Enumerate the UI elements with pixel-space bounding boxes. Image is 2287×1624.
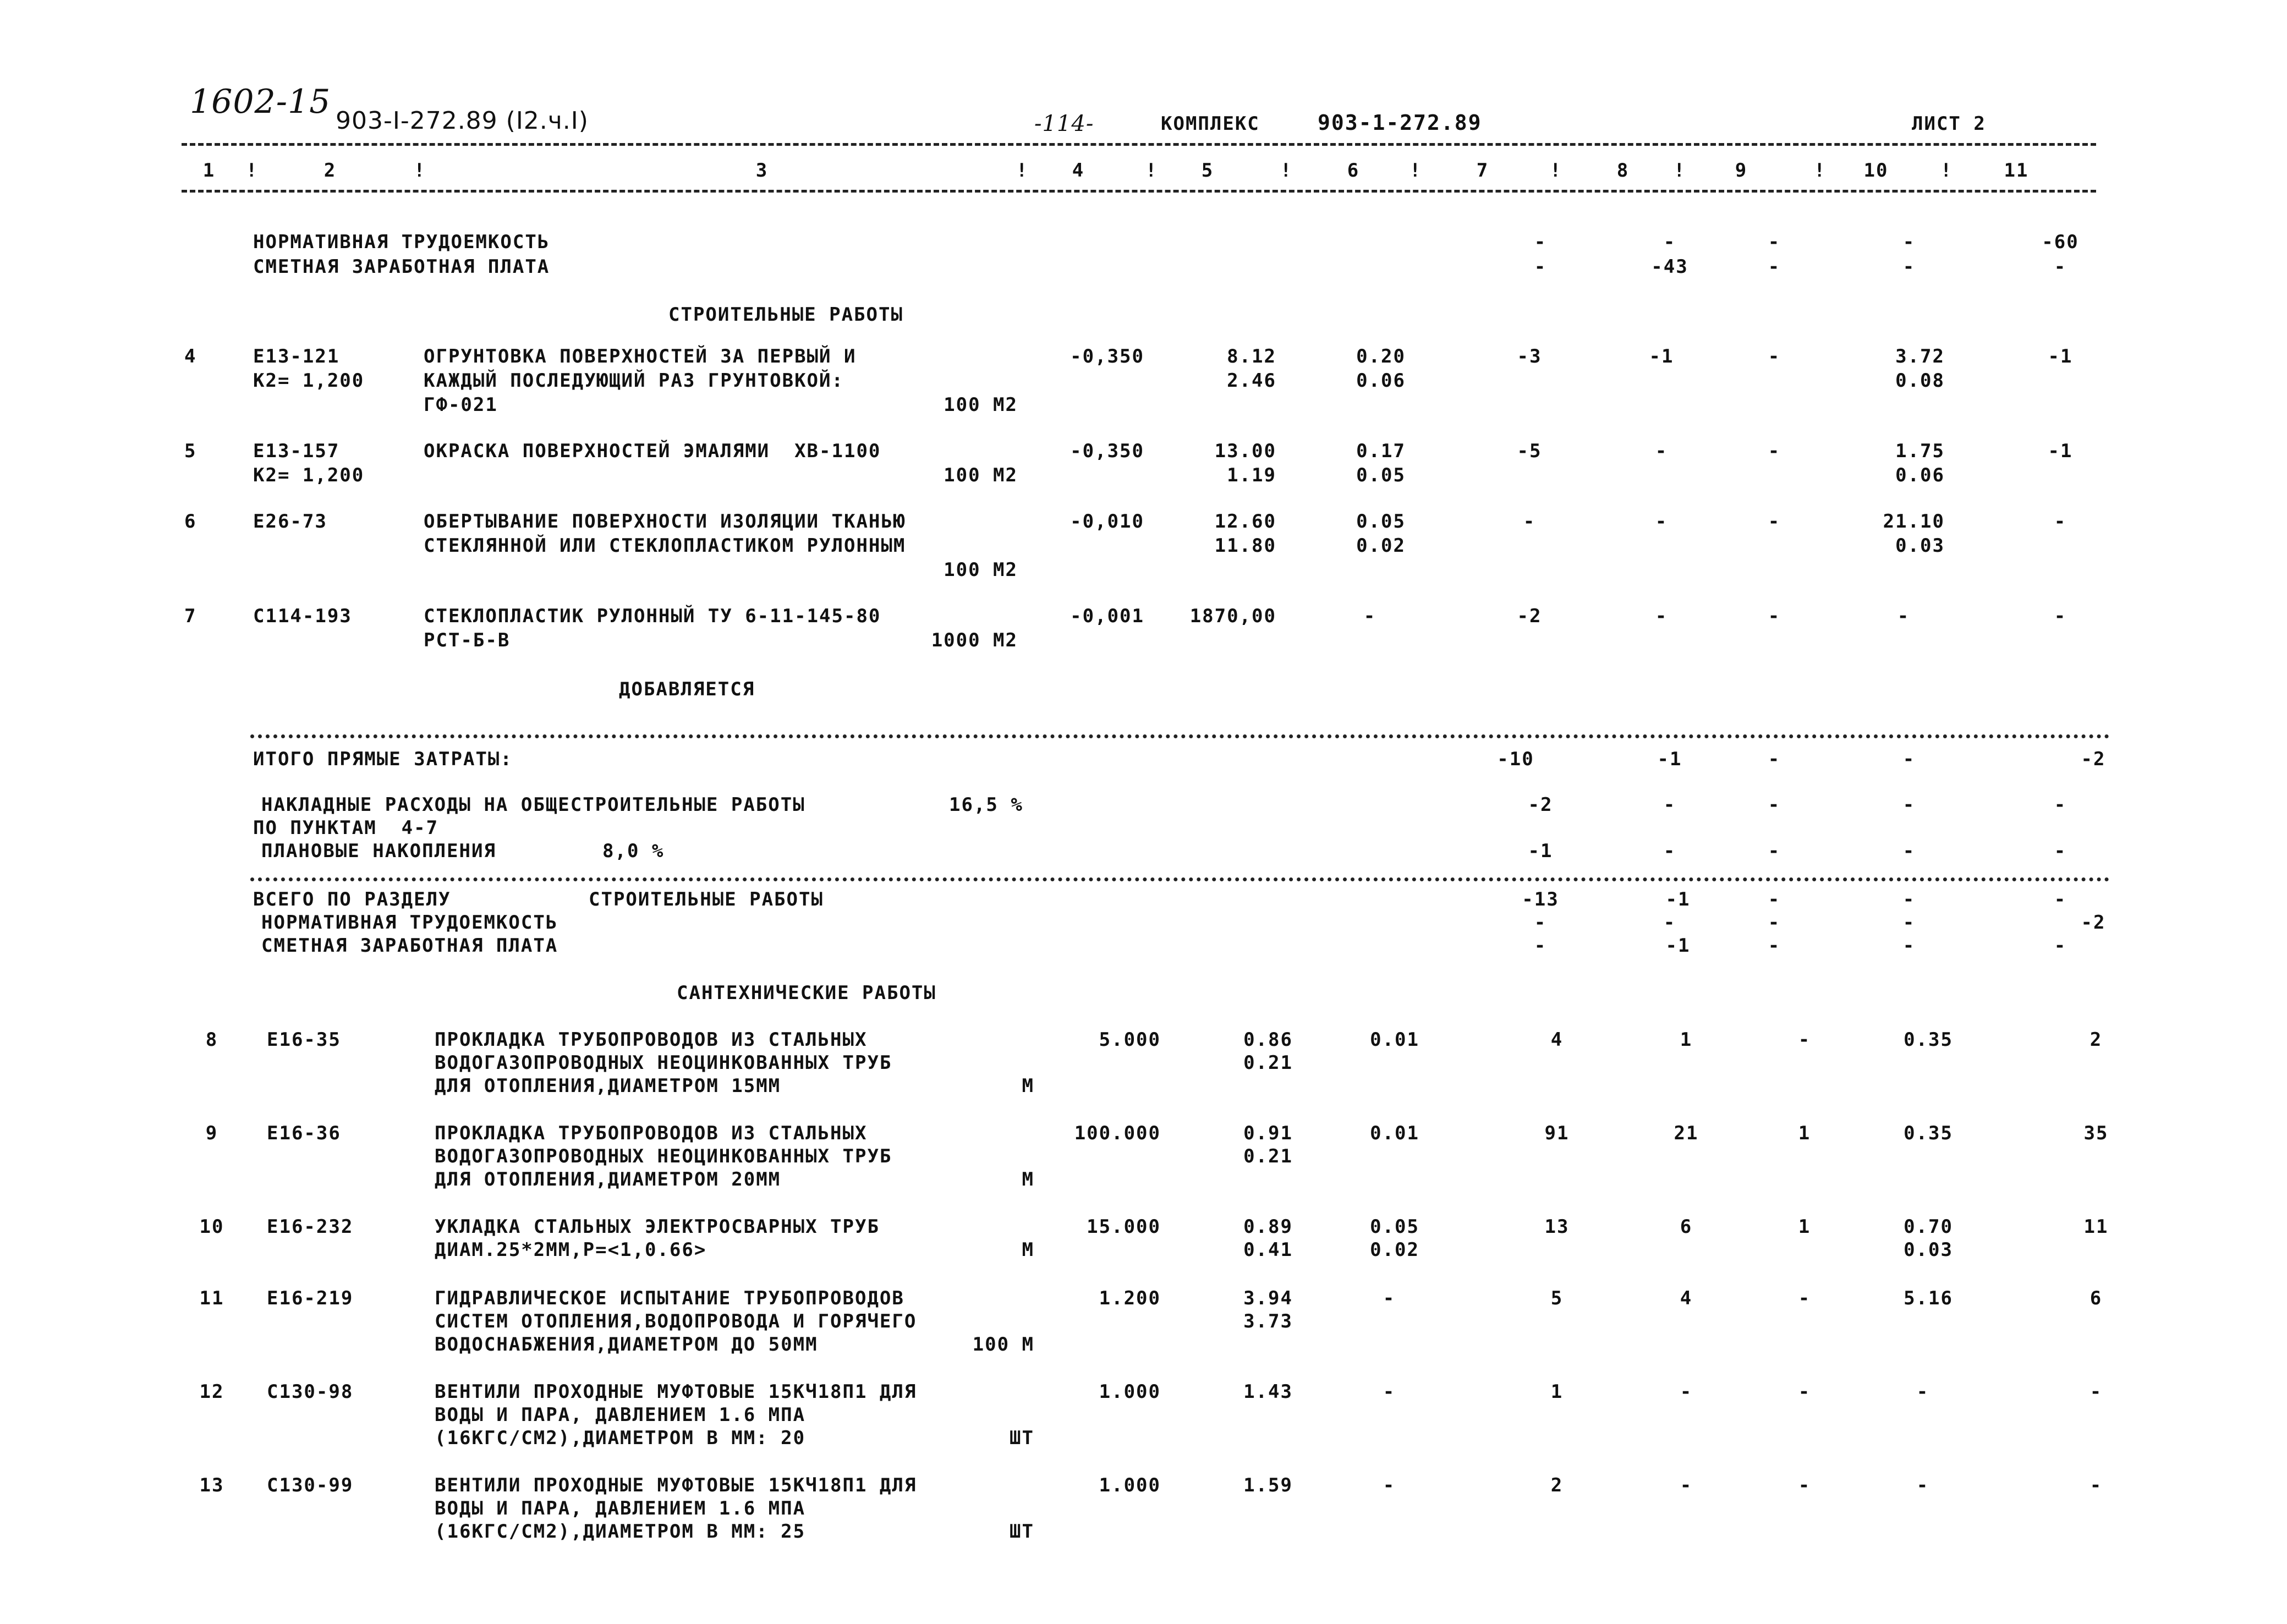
- row-description-line: ВОДОГАЗОПРОВОДНЫХ НЕОЦИНКОВАННЫХ ТРУБ: [435, 1052, 892, 1074]
- row-quantity: -0,350: [1070, 345, 1144, 367]
- row-col10: 0.35: [1904, 1122, 1953, 1144]
- row-quantity: 100.000: [1074, 1122, 1161, 1144]
- row-description-line: КАЖДЫЙ ПОСЛЕДУЮЩИЙ РАЗ ГРУНТОВКОЙ:: [424, 370, 844, 392]
- row-col11: 35: [2083, 1122, 2109, 1144]
- row-col7: -3: [1517, 345, 1542, 367]
- row-cost-wage: 0.41: [1243, 1239, 1293, 1261]
- row-description-line: ГФ-021: [424, 394, 498, 416]
- row-labor: 0.01: [1370, 1122, 1419, 1144]
- value-col-11: -: [2054, 840, 2067, 862]
- row-col11: -: [2089, 1474, 2103, 1496]
- labor-norm-label: НОРМАТИВНАЯ ТРУДОЕМКОСТЬ: [253, 231, 550, 253]
- row-labor: 0.20: [1356, 345, 1406, 367]
- row-description-line: (16КГС/СМ2),ДИАМЕТРОМ В ММ: 25: [435, 1521, 806, 1543]
- row-cost-wage: 0.21: [1243, 1145, 1293, 1167]
- row-labor-wage: 0.05: [1356, 464, 1406, 486]
- row-quantity: 1.200: [1099, 1287, 1161, 1309]
- value-col-8: -: [1663, 912, 1676, 934]
- value-col-9: -: [1768, 794, 1781, 816]
- section-wage-label: СМЕТНАЯ ЗАРАБОТНАЯ ПЛАТА: [261, 935, 558, 957]
- direct-costs-label: ИТОГО ПРЯМЫЕ ЗАТРАТЫ:: [253, 748, 513, 770]
- row-col7: -: [1523, 511, 1536, 533]
- row-code: E16-35: [267, 1029, 341, 1051]
- value-col-9: -: [1768, 912, 1781, 934]
- complex-code: 903-1-272.89: [1318, 111, 1482, 135]
- row-number: 5: [184, 440, 197, 462]
- row-code: C114-193: [253, 605, 352, 627]
- dotted-rule-1: [250, 734, 2110, 738]
- value-col-8: -: [1663, 794, 1676, 816]
- value-col-10: -: [1902, 912, 1916, 934]
- dotted-rule-2: [250, 877, 2110, 881]
- row-unit: M: [1022, 1075, 1034, 1097]
- row-description-line: ВОДОСНАБЖЕНИЯ,ДИАМЕТРОМ ДО 50ММ: [435, 1334, 818, 1356]
- row-cost-wage: 11.80: [1214, 535, 1276, 557]
- row-col7: 2: [1550, 1474, 1564, 1496]
- row-labor: 0.05: [1370, 1216, 1419, 1238]
- wage-fund-label: СМЕТНАЯ ЗАРАБОТНАЯ ПЛАТА: [253, 256, 550, 278]
- value-col-11: -: [2054, 888, 2067, 910]
- column-number: 8: [1616, 160, 1630, 182]
- section-title-construction: СТРОИТЕЛЬНЫЕ РАБОТЫ: [668, 304, 903, 326]
- value-col-7: -: [1534, 935, 1547, 957]
- row-code: E16-219: [267, 1287, 354, 1309]
- column-number: 11: [2004, 160, 2029, 182]
- row-col9: -: [1798, 1474, 1811, 1496]
- row-cost-total: 0.86: [1243, 1029, 1293, 1051]
- page-mark: -114-: [1034, 111, 1094, 136]
- value-col-10: -: [1902, 231, 1916, 253]
- row-description-line: ВОДЫ И ПАРА, ДАВЛЕНИЕМ 1.6 МПА: [435, 1497, 806, 1519]
- value-col-7: -: [1534, 256, 1547, 278]
- row-unit: 1000 M2: [931, 629, 1018, 651]
- column-number: 3: [755, 160, 769, 182]
- row-description-line: ОКРАСКА ПОВЕРХНОСТЕЙ ЭМАЛЯМИ ХВ-1100: [424, 440, 881, 462]
- section-title-sanitary: САНТЕХНИЧЕСКИЕ РАБОТЫ: [677, 982, 936, 1004]
- value-col-9: -: [1768, 231, 1781, 253]
- row-number: 8: [205, 1029, 218, 1051]
- row-cost-total: 3.94: [1243, 1287, 1293, 1309]
- row-cost-total: 12.60: [1214, 511, 1276, 533]
- row-number: 7: [184, 605, 197, 627]
- value-col-7: -1: [1528, 840, 1553, 862]
- row-col8: -: [1655, 605, 1668, 627]
- row-description-line: ПРОКЛАДКА ТРУБОПРОВОДОВ ИЗ СТАЛЬНЫХ: [435, 1029, 868, 1051]
- row-number: 12: [199, 1381, 224, 1403]
- row-number: 4: [184, 345, 197, 367]
- column-separator: !: [1814, 160, 1827, 182]
- row-col7: -5: [1517, 440, 1542, 462]
- value-col-9: -: [1768, 888, 1781, 910]
- row-cost-wage: 1.19: [1227, 464, 1276, 486]
- complex-label: КОМПЛЕКС: [1161, 113, 1260, 135]
- row-col8: 1: [1680, 1029, 1693, 1051]
- document-code: 903-I-272.89 (I2.ч.I): [336, 107, 589, 135]
- column-separator: !: [1145, 160, 1158, 182]
- planned-savings-label: ПЛАНОВЫЕ НАКОПЛЕНИЯ: [261, 840, 496, 862]
- value-col-11: -2: [2081, 748, 2106, 770]
- row-unit: 100 M2: [944, 559, 1018, 581]
- row-col9: -: [1798, 1287, 1811, 1309]
- row-col11: -: [2054, 511, 2067, 533]
- row-labor: 0.05: [1356, 511, 1406, 533]
- header-rule-bottom: [182, 190, 2096, 193]
- row-col11: -: [2054, 605, 2067, 627]
- row-labor-wage: 0.02: [1370, 1239, 1419, 1261]
- value-col-11: -60: [2042, 231, 2079, 253]
- row-col11: -1: [2048, 345, 2073, 367]
- row-col10-wage: 0.06: [1895, 464, 1945, 486]
- row-cost-total: 8.12: [1227, 345, 1276, 367]
- row-number: 11: [199, 1287, 224, 1309]
- row-description-line: ДЛЯ ОТОПЛЕНИЯ,ДИАМЕТРОМ 20ММ: [435, 1168, 781, 1190]
- row-cost-total: 0.89: [1243, 1216, 1293, 1238]
- row-cost-wage: 2.46: [1227, 370, 1276, 392]
- row-col10: 3.72: [1895, 345, 1945, 367]
- row-description-line: РСТ-Б-В: [424, 629, 511, 651]
- row-col9: -: [1798, 1029, 1811, 1051]
- value-col-10: -: [1902, 840, 1916, 862]
- column-number: 4: [1072, 160, 1085, 182]
- row-code: C130-99: [267, 1474, 354, 1496]
- row-description-line: СТЕКЛЯННОЙ ИЛИ СТЕКЛОПЛАСТИКОМ РУЛОННЫМ: [424, 535, 906, 557]
- row-description-line: ВОДОГАЗОПРОВОДНЫХ НЕОЦИНКОВАННЫХ ТРУБ: [435, 1145, 892, 1167]
- value-col-8: -1: [1657, 748, 1682, 770]
- row-col10-wage: 0.08: [1895, 370, 1945, 392]
- row-col8: 6: [1680, 1216, 1693, 1238]
- row-col7: 13: [1544, 1216, 1570, 1238]
- row-unit: ШТ: [1010, 1427, 1034, 1449]
- value-col-10: -: [1902, 888, 1916, 910]
- row-unit: 100 M2: [944, 394, 1018, 416]
- overhead-items: ПО ПУНКТАМ 4-7: [253, 817, 439, 839]
- row-col8: -: [1655, 440, 1668, 462]
- overhead-label: НАКЛАДНЫЕ РАСХОДЫ НА ОБЩЕСТРОИТЕЛЬНЫЕ РАБОТЫ: [261, 794, 805, 816]
- value-col-8: -1: [1665, 935, 1691, 957]
- row-col8: -: [1655, 511, 1668, 533]
- value-col-7: -2: [1528, 794, 1553, 816]
- section-title-added: ДОБАВЛЯЕТСЯ: [619, 678, 755, 700]
- row-col11: -1: [2048, 440, 2073, 462]
- row-col8: 4: [1680, 1287, 1693, 1309]
- value-col-7: -13: [1522, 888, 1559, 910]
- row-description-line: УКЛАДКА СТАЛЬНЫХ ЭЛЕКТРОСВАРНЫХ ТРУБ: [435, 1216, 880, 1238]
- row-description-line: ВЕНТИЛИ ПРОХОДНЫЕ МУФТОВЫЕ 15КЧ18П1 ДЛЯ: [435, 1474, 917, 1496]
- row-coefficient: K2= 1,200: [253, 370, 365, 392]
- value-col-11: -: [2054, 794, 2067, 816]
- row-number: 6: [184, 511, 197, 533]
- column-separator: !: [1410, 160, 1422, 182]
- row-col9: -: [1798, 1381, 1811, 1403]
- row-col10: 5.16: [1904, 1287, 1953, 1309]
- value-col-11: -: [2054, 256, 2067, 278]
- row-description-line: ВОДЫ И ПАРА, ДАВЛЕНИЕМ 1.6 МПА: [435, 1404, 806, 1426]
- column-separator: !: [1674, 160, 1686, 182]
- column-number: 2: [323, 160, 337, 182]
- row-quantity: 5.000: [1099, 1029, 1161, 1051]
- row-col8: -: [1680, 1381, 1693, 1403]
- row-col7: 91: [1544, 1122, 1570, 1144]
- planned-savings-rate: 8,0 %: [602, 840, 665, 862]
- row-number: 9: [205, 1122, 218, 1144]
- row-unit: 100 M: [972, 1334, 1034, 1356]
- row-cost-total: 1.43: [1243, 1381, 1293, 1403]
- row-cost-total: 13.00: [1214, 440, 1276, 462]
- overhead-rate: 16,5 %: [949, 794, 1023, 816]
- value-col-9: -: [1768, 840, 1781, 862]
- row-cost-wage: 0.21: [1243, 1052, 1293, 1074]
- row-quantity: -0,001: [1070, 605, 1144, 627]
- row-description-line: ПРОКЛАДКА ТРУБОПРОВОДОВ ИЗ СТАЛЬНЫХ: [435, 1122, 868, 1144]
- row-col8: -1: [1649, 345, 1674, 367]
- value-col-8: -: [1663, 231, 1676, 253]
- value-col-9: -: [1768, 256, 1781, 278]
- row-description-line: ДЛЯ ОТОПЛЕНИЯ,ДИАМЕТРОМ 15ММ: [435, 1075, 781, 1097]
- row-labor-wage: 0.02: [1356, 535, 1406, 557]
- row-coefficient: K2= 1,200: [253, 464, 365, 486]
- section-total-label: ВСЕГО ПО РАЗДЕЛУ: [253, 888, 451, 910]
- row-unit: ШТ: [1010, 1521, 1034, 1543]
- row-col7: 4: [1550, 1029, 1564, 1051]
- value-col-11: -: [2054, 935, 2067, 957]
- row-code: E16-232: [267, 1216, 354, 1238]
- row-col11: -: [2089, 1381, 2103, 1403]
- column-number: 5: [1201, 160, 1214, 182]
- column-separator: !: [1280, 160, 1293, 182]
- column-separator: !: [1016, 160, 1029, 182]
- column-separator: !: [414, 160, 426, 182]
- value-col-7: -10: [1497, 748, 1534, 770]
- row-code: E13-121: [253, 345, 340, 367]
- row-cost-total: 1.59: [1243, 1474, 1293, 1496]
- row-description-line: ГИДРАВЛИЧЕСКОЕ ИСПЫТАНИЕ ТРУБОПРОВОДОВ: [435, 1287, 904, 1309]
- row-quantity: 1.000: [1099, 1474, 1161, 1496]
- row-quantity: 1.000: [1099, 1381, 1161, 1403]
- value-col-8: -43: [1651, 256, 1688, 278]
- column-separator: !: [1550, 160, 1562, 182]
- row-col10-wage: 0.03: [1895, 535, 1945, 557]
- value-col-9: -: [1768, 935, 1781, 957]
- row-col10: 21.10: [1883, 511, 1945, 533]
- row-labor: 0.17: [1356, 440, 1406, 462]
- value-col-7: -: [1534, 912, 1547, 934]
- row-col9: 1: [1798, 1216, 1811, 1238]
- row-description-line: ВЕНТИЛИ ПРОХОДНЫЕ МУФТОВЫЕ 15КЧ18П1 ДЛЯ: [435, 1381, 917, 1403]
- row-unit: M: [1022, 1239, 1034, 1261]
- row-col9: -: [1768, 511, 1781, 533]
- row-code: E13-157: [253, 440, 340, 462]
- row-cost-total: 0.91: [1243, 1122, 1293, 1144]
- row-col8: -: [1680, 1474, 1693, 1496]
- row-description-line: ДИАМ.25*2ММ,Р=<1,0.66>: [435, 1239, 707, 1261]
- row-description-line: ОБЕРТЫВАНИЕ ПОВЕРХНОСТИ ИЗОЛЯЦИИ ТКАНЬЮ: [424, 511, 906, 533]
- row-labor: -: [1383, 1287, 1396, 1309]
- row-col10: 1.75: [1895, 440, 1945, 462]
- row-labor: -: [1383, 1474, 1396, 1496]
- value-col-10: -: [1902, 794, 1916, 816]
- row-description-line: ОГРУНТОВКА ПОВЕРХНОСТЕЙ ЗА ПЕРВЫЙ И: [424, 345, 857, 367]
- row-col10: -: [1916, 1381, 1929, 1403]
- row-cost-total: 1870,00: [1189, 605, 1276, 627]
- row-description-line: СИСТЕМ ОТОПЛЕНИЯ,ВОДОПРОВОДА И ГОРЯЧЕГО: [435, 1310, 917, 1332]
- column-number: 10: [1863, 160, 1889, 182]
- row-col10: 0.70: [1904, 1216, 1953, 1238]
- row-col8: 21: [1674, 1122, 1699, 1144]
- column-separator: !: [1940, 160, 1953, 182]
- column-number: 6: [1347, 160, 1360, 182]
- column-number: 1: [202, 160, 216, 182]
- column-number: 9: [1735, 160, 1748, 182]
- sheet-number: ЛИСТ 2: [1912, 113, 1986, 135]
- row-col9: -: [1768, 440, 1781, 462]
- row-number: 10: [199, 1216, 224, 1238]
- row-number: 13: [199, 1474, 224, 1496]
- value-col-7: -: [1534, 231, 1547, 253]
- row-labor: 0.01: [1370, 1029, 1419, 1051]
- section-labor-label: НОРМАТИВНАЯ ТРУДОЕМКОСТЬ: [261, 912, 558, 934]
- row-description-line: СТЕКЛОПЛАСТИК РУЛОННЫЙ ТУ 6-11-145-80: [424, 605, 881, 627]
- column-number: 7: [1476, 160, 1489, 182]
- column-separator: !: [246, 160, 259, 182]
- row-cost-wage: 3.73: [1243, 1310, 1293, 1332]
- row-unit: 100 M2: [944, 464, 1018, 486]
- row-labor: -: [1363, 605, 1376, 627]
- row-col7: 5: [1550, 1287, 1564, 1309]
- row-code: E26-73: [253, 511, 327, 533]
- value-col-9: -: [1768, 748, 1781, 770]
- section-total-name: СТРОИТЕЛЬНЫЕ РАБОТЫ: [589, 888, 824, 910]
- row-col10: -: [1916, 1474, 1929, 1496]
- row-code: C130-98: [267, 1381, 354, 1403]
- row-col9: -: [1768, 605, 1781, 627]
- value-col-10: -: [1902, 935, 1916, 957]
- row-col11: 2: [2089, 1029, 2103, 1051]
- header-rule-top: [182, 143, 2096, 146]
- row-quantity: 15.000: [1087, 1216, 1161, 1238]
- row-labor: -: [1383, 1381, 1396, 1403]
- handwritten-doc-number: 1602-15: [190, 83, 331, 121]
- row-col11: 6: [2089, 1287, 2103, 1309]
- row-code: E16-36: [267, 1122, 341, 1144]
- row-col7: 1: [1550, 1381, 1564, 1403]
- row-col11: 11: [2083, 1216, 2109, 1238]
- row-col10: 0.35: [1904, 1029, 1953, 1051]
- row-col9: -: [1768, 345, 1781, 367]
- row-col10-wage: 0.03: [1904, 1239, 1953, 1261]
- value-col-11: -2: [2081, 912, 2106, 934]
- row-col7: -2: [1517, 605, 1542, 627]
- value-col-8: -1: [1665, 888, 1691, 910]
- value-col-10: -: [1902, 748, 1916, 770]
- row-description-line: (16КГС/СМ2),ДИАМЕТРОМ В ММ: 20: [435, 1427, 806, 1449]
- row-labor-wage: 0.06: [1356, 370, 1406, 392]
- value-col-10: -: [1902, 256, 1916, 278]
- row-quantity: -0,350: [1070, 440, 1144, 462]
- value-col-8: -: [1663, 840, 1676, 862]
- row-quantity: -0,010: [1070, 511, 1144, 533]
- row-col10: -: [1897, 605, 1910, 627]
- row-col9: 1: [1798, 1122, 1811, 1144]
- row-unit: M: [1022, 1168, 1034, 1190]
